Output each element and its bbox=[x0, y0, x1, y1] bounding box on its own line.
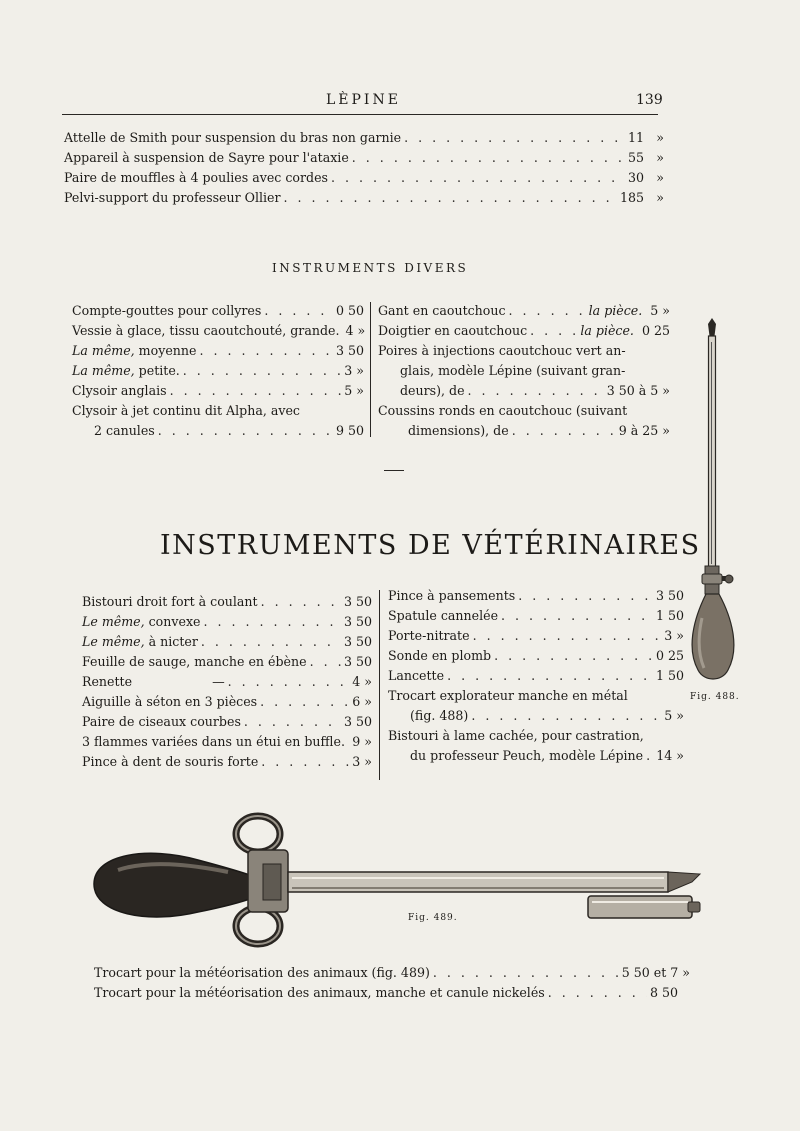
item-name: Attelle de Smith pour suspension du bras non garnie bbox=[64, 130, 402, 145]
item-price: 11 bbox=[627, 130, 644, 145]
list-item: Sonde en plomb . . . 0 25 bbox=[388, 646, 684, 666]
item-price: 185 bbox=[619, 190, 644, 205]
list-item: Spatule cannelée . . . 1 50 bbox=[388, 606, 684, 626]
column-divider bbox=[379, 590, 380, 780]
item-unit: » bbox=[656, 170, 664, 185]
list-item: du professeur Peuch, modèle Lépine . . . 14 » bbox=[388, 746, 684, 766]
list-item: Pince à dent de souris forte . . . 3 » bbox=[82, 752, 372, 772]
list-item: Clysoir anglais . . . 5 » bbox=[72, 381, 364, 401]
list-item: Feuille de sauge, manche en ébène . . . 3 50 bbox=[82, 652, 372, 672]
list-item: dimensions), de . . . 9 à 25 » bbox=[378, 421, 670, 441]
list-item: Compte-gouttes pour collyres . . . 0 50 bbox=[72, 301, 364, 321]
list-item: 3 flammes variées dans un étui en buffle. . . . 9 » bbox=[82, 732, 372, 752]
divers-right-column bbox=[378, 301, 670, 441]
list-item: Renette — . . . 4 » bbox=[82, 672, 372, 692]
list-item bbox=[64, 168, 664, 188]
trocar-explorateur-illustration bbox=[688, 318, 748, 690]
item-name: Paire de mouffles à 4 poulies avec cordes bbox=[64, 170, 328, 185]
list-item: 2 canules . . . 9 50 bbox=[72, 421, 364, 441]
vet-right-column bbox=[388, 586, 684, 766]
list-item: Le même, convexe . . . 3 50 bbox=[82, 612, 372, 632]
item-price: 5 50 et 7 » bbox=[621, 965, 690, 980]
item-unit: » bbox=[656, 130, 664, 145]
item-name: Appareil à suspension de Sayre pour l'ataxie bbox=[64, 150, 349, 165]
list-item-line: Poires à injections caoutchouc vert an- bbox=[378, 343, 626, 358]
trocar-meteorisation-illustration bbox=[88, 808, 708, 958]
item-unit: » bbox=[656, 150, 664, 165]
item-name: Trocart pour la météorisation des animaux, manche et canule nickelés bbox=[94, 985, 545, 1000]
list-item: Vessie à glace, tissu caoutchouté, grande. 4 » bbox=[72, 323, 366, 338]
section-heading-divers: INSTRUMENTS DIVERS bbox=[272, 261, 469, 275]
list-item: Lancette . . . 1 50 bbox=[388, 666, 684, 686]
list-item: La même, petite. . . . 3 » bbox=[72, 361, 364, 381]
list-item: Bistouri droit fort à coulant . . . 3 50 bbox=[82, 592, 372, 612]
vet-left-column bbox=[82, 592, 372, 772]
list-item: La même, moyenne . . . 3 50 bbox=[72, 341, 364, 361]
bottom-price-list bbox=[94, 963, 690, 1003]
list-item-line: Trocart explorateur manche en métal bbox=[388, 688, 628, 703]
item-name: Trocart pour la météorisation des animaux (fig. 489) bbox=[94, 965, 430, 980]
figure-caption-489: Fig. 489. bbox=[408, 913, 458, 923]
list-item bbox=[64, 128, 664, 148]
section-heading-veterinaires: INSTRUMENTS DE VÉTÉRINAIRES bbox=[160, 530, 701, 561]
list-item: Pince à pansements . . . 3 50 bbox=[388, 586, 684, 606]
page-number: 139 bbox=[636, 92, 663, 108]
header-rule bbox=[62, 114, 658, 115]
item-price: 30 bbox=[627, 170, 644, 185]
list-item: Le même, à nicter . . . 3 50 bbox=[82, 632, 372, 652]
running-header-title: LÈPINE bbox=[326, 92, 401, 108]
list-item: Porte-nitrate . . . 3 » bbox=[388, 626, 684, 646]
list-item-line: Bistouri à lame cachée, pour castration, bbox=[388, 728, 644, 743]
list-item bbox=[64, 188, 664, 208]
list-item: Paire de ciseaux courbes . . . 3 50 bbox=[82, 712, 372, 732]
list-item bbox=[94, 983, 690, 1003]
list-item-line: glais, modèle Lépine (suivant gran- bbox=[400, 363, 626, 378]
item-price: 55 bbox=[627, 150, 644, 165]
column-divider bbox=[370, 302, 371, 437]
divers-left-column bbox=[72, 301, 364, 441]
list-item: Doigtier en caoutchouc . . . la pièce. 0 25 bbox=[378, 321, 670, 341]
list-item bbox=[64, 148, 664, 168]
separator-rule bbox=[384, 470, 404, 471]
list-item bbox=[94, 963, 690, 983]
item-unit: » bbox=[656, 190, 664, 205]
figure-caption-488: Fig. 488. bbox=[690, 692, 740, 702]
list-item: deurs), de . . . 3 50 à 5 » bbox=[378, 381, 670, 401]
item-price: 8 50 bbox=[649, 985, 678, 1000]
list-item: Gant en caoutchouc . . . la pièce. 5 » bbox=[378, 301, 670, 321]
item-name: Pelvi-support du professeur Ollier bbox=[64, 190, 281, 205]
list-item: (fig. 488) . . . 5 » bbox=[388, 706, 684, 726]
top-price-list bbox=[64, 128, 664, 208]
list-item-line: Coussins ronds en caoutchouc (suivant bbox=[378, 403, 628, 418]
list-item-line: Clysoir à jet continu dit Alpha, avec bbox=[72, 403, 300, 418]
list-item: Aiguille à séton en 3 pièces . . . 6 » bbox=[82, 692, 372, 712]
